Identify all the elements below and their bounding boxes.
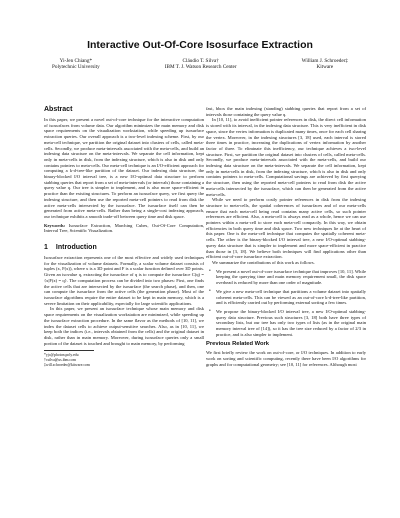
intro-paragraph: In this paper, we present an isosurface technique whose main memory and disk space requirements on the visualization workstation are minimized, while speeding up the isosurface extraction procedure. In the same flavor as the methods of [10, 11], we index the dataset cells to achieve output-sensitive searches. Also, as in [10, 11], we keep both the indices (i.e., intervals obtained from the cells) and the original dataset in disk, rather than in main memory. Moreover, during isosurface queries only a small portion of the dataset is touched and brought to main memory, by performing	[44, 306, 204, 346]
author-affiliation: IBM T. J. Watson Research Center	[164, 64, 237, 71]
section-number: 1	[44, 244, 48, 252]
body-paragraph: While we need to perform costly pointer references in disk from the indexing structure to meta-cells, the spatial coherences of isosurfaces and of our meta-cells ensure that each meta-cell being read contains many active cells, so such pointer references are efficient. Also, a meta-cell is always read as a whole, hence we can use pointers within a meta-cell to store each meta-cell compactly. In this way, we obtain efficiencies in both query time and disk space. Two new techniques lie at the heart of this paper. One is the meta-cell technique that computes the spatially coherent meta-cells. The other is the binary-blocked I/O interval tree, a new I/O-optimal stabbing-query data structure that is simpler to implement and more space-efficient in practice than those in [3, 18]. We believe both techniques will find applications other than efficient out-of-core isosurface extraction.	[206, 197, 366, 260]
author-affiliation: Kitware	[316, 64, 334, 71]
keywords-label: Keywords:	[44, 222, 66, 228]
footnote-divider	[44, 350, 94, 351]
author-2	[165, 58, 237, 71]
body-paragraph: fast, bbox the main indexing (standing) stabbing queries that report from a set of intervals those containing the query value q.	[206, 106, 366, 117]
author-1	[52, 58, 100, 71]
abstract-heading: Abstract	[44, 106, 73, 113]
right-column	[206, 106, 366, 368]
list-item: • We present a novel out-of-core isosurface technique that improves [10, 11]. While keeping the querying time and main memory requirement small, the disk space overhead is reduced by more than one order of magnitude.	[206, 269, 366, 286]
keywords	[44, 223, 204, 234]
section-heading-introduction	[44, 244, 204, 251]
contributions-list	[206, 269, 366, 338]
section-title: Introduction	[55, 244, 97, 252]
author-block	[52, 58, 348, 71]
body-paragraph: We first briefly review the work on out-of-core, or I/O techniques. In addition to early work on sorting and scientific computing, recently there have been I/O algorithms for graphs and for computational geometry; see [10, 11] for references. Although most	[206, 350, 366, 367]
list-item: • We propose the binary-blocked I/O interval tree, a new I/O-optimal stabbing-query data structure. Previous such structures [3, 18] both have three types of secondary lists, but our tree has only two types of lists (as in the original main memory interval tree of [14]), so it has the tree size reduced by a factor of 2/3 in practice, and is also simpler to implement.	[206, 309, 366, 338]
abstract-text: In this paper, we present a novel out-of-core technique for the interactive computation of isosurfaces from volume data. Our algorithm minimizes the main memory and disk space requirements on the visualization workstation, while speeding up isosurface extraction queries. Our overall approach is a two-level indexing scheme. First, by our meta-cell technique, we partition the original dataset into clusters of cells, called meta-cells. Secondly, we produce meta-intervals associated with the meta-cells, and build an indexing data structure on the meta-intervals. We separate the cell information, kept only in meta-cells in disk, from the indexing structure, which is also in disk and only contains pointers to meta-cells. Our meta-cell technique is an I/O-efficient approach for computing a k-d-tree-like partition of the dataset. Our indexing data structure, the binary-blocked I/O interval tree, is a new I/O-optimal data structure to perform stabbing queries that report from a set of meta-intervals (or intervals) those containing a query value q. Our tree is simpler to implement, and is also more space-efficient in practice than the existing structures. To perform an isosurface query, we first query the indexing structure, and then use the reported meta-cell pointers to read from disk the active meta-cells intersected by the isosurface. The isosurface itself can then be generated from active meta-cells. Rather than being a single-cost indexing approach, our technique exhibits a smooth trade-off between query time and disk space.	[44, 117, 204, 219]
intro-paragraph: Isosurface extraction represents one of the most effective and widely used techniques for the visualization of volume datasets. Formally, a scalar volume dataset consists of tuples (x, F(x)), where x is a 3D point and F is a scalar function defined over 3D points. Given an isovalue q, extracting the isosurface of q is to compute the isosurface C(q) = {x|F(x) = q}. The computation process can be divided into two phases: First, one finds the active cells that are intersected by the isosurface (the search phase), and then, one can compute the isosurface from the active cells (the generation phase). Most of the isosurface algorithms require the entire dataset to be kept in main memory, which is a severe limitation on their applicability, especially for large scientific applications.	[44, 255, 204, 306]
body-paragraph: We summarize the contributions of this work as follows.	[212, 259, 315, 265]
list-item: • We give a new meta-cell technique that partitions a volume dataset into spatially coherent meta-cells. This can be viewed as an out-of-core k-d-tree-like partition, and is efficiently carried out by performing external sorting a few times.	[206, 289, 366, 306]
author-name: Yi-Jen Chiang*	[59, 58, 93, 64]
author-affiliation: Polytechnic University	[52, 64, 100, 71]
paper-title: Interactive Out-Of-Core Isosurface Extraction	[87, 39, 313, 51]
keywords-text: Isosurface Extraction, Marching Cubes, Out-Of-Core Computation, Interval Tree, Scientific Visualization.	[44, 222, 204, 234]
author-name: William J. Schroeder‡	[301, 58, 348, 64]
author-name: Cláudio T. Silva†	[182, 58, 219, 64]
footnote: ‡will.schroeder@kitware.com	[44, 362, 90, 367]
footnote: †csilva@us.ibm.com	[44, 357, 76, 362]
footnote: *yjc@photon.poly.edu	[44, 353, 79, 358]
body-paragraph: In [10, 11], to avoid inefficient pointer references in disk, the direct cell information is stored with its interval, in the indexing data structure. This is very inefficient in disk space, since the vertex information is duplicated many times, once for each cell sharing the vertex. Moreover, in the indexing structures [3, 18] used, each interval is stored three times in practice, increasing the duplications of vertex information by another factor of three. To eliminate this inefficiency, our technique achieves a two-level structure. First, we partition the original dataset into clusters of cells, called meta-cells. Secondly, we produce meta-intervals associated with the meta-cells, and build our indexing data structure on the meta-intervals. We separate the cell information, kept only in meta-cells in disk, from the indexing structure, which is also in disk and only contains pointers to meta-cells. Computational savings are achieved by first querying the structure, then using the reported meta-cell pointers to read from disk the active meta-cells intersected by the isosurface, which can then be generated from the active meta-cells.	[206, 117, 366, 197]
subsection-heading: Previous Related Work	[206, 341, 270, 348]
left-column	[44, 106, 204, 367]
author-3	[302, 58, 348, 71]
